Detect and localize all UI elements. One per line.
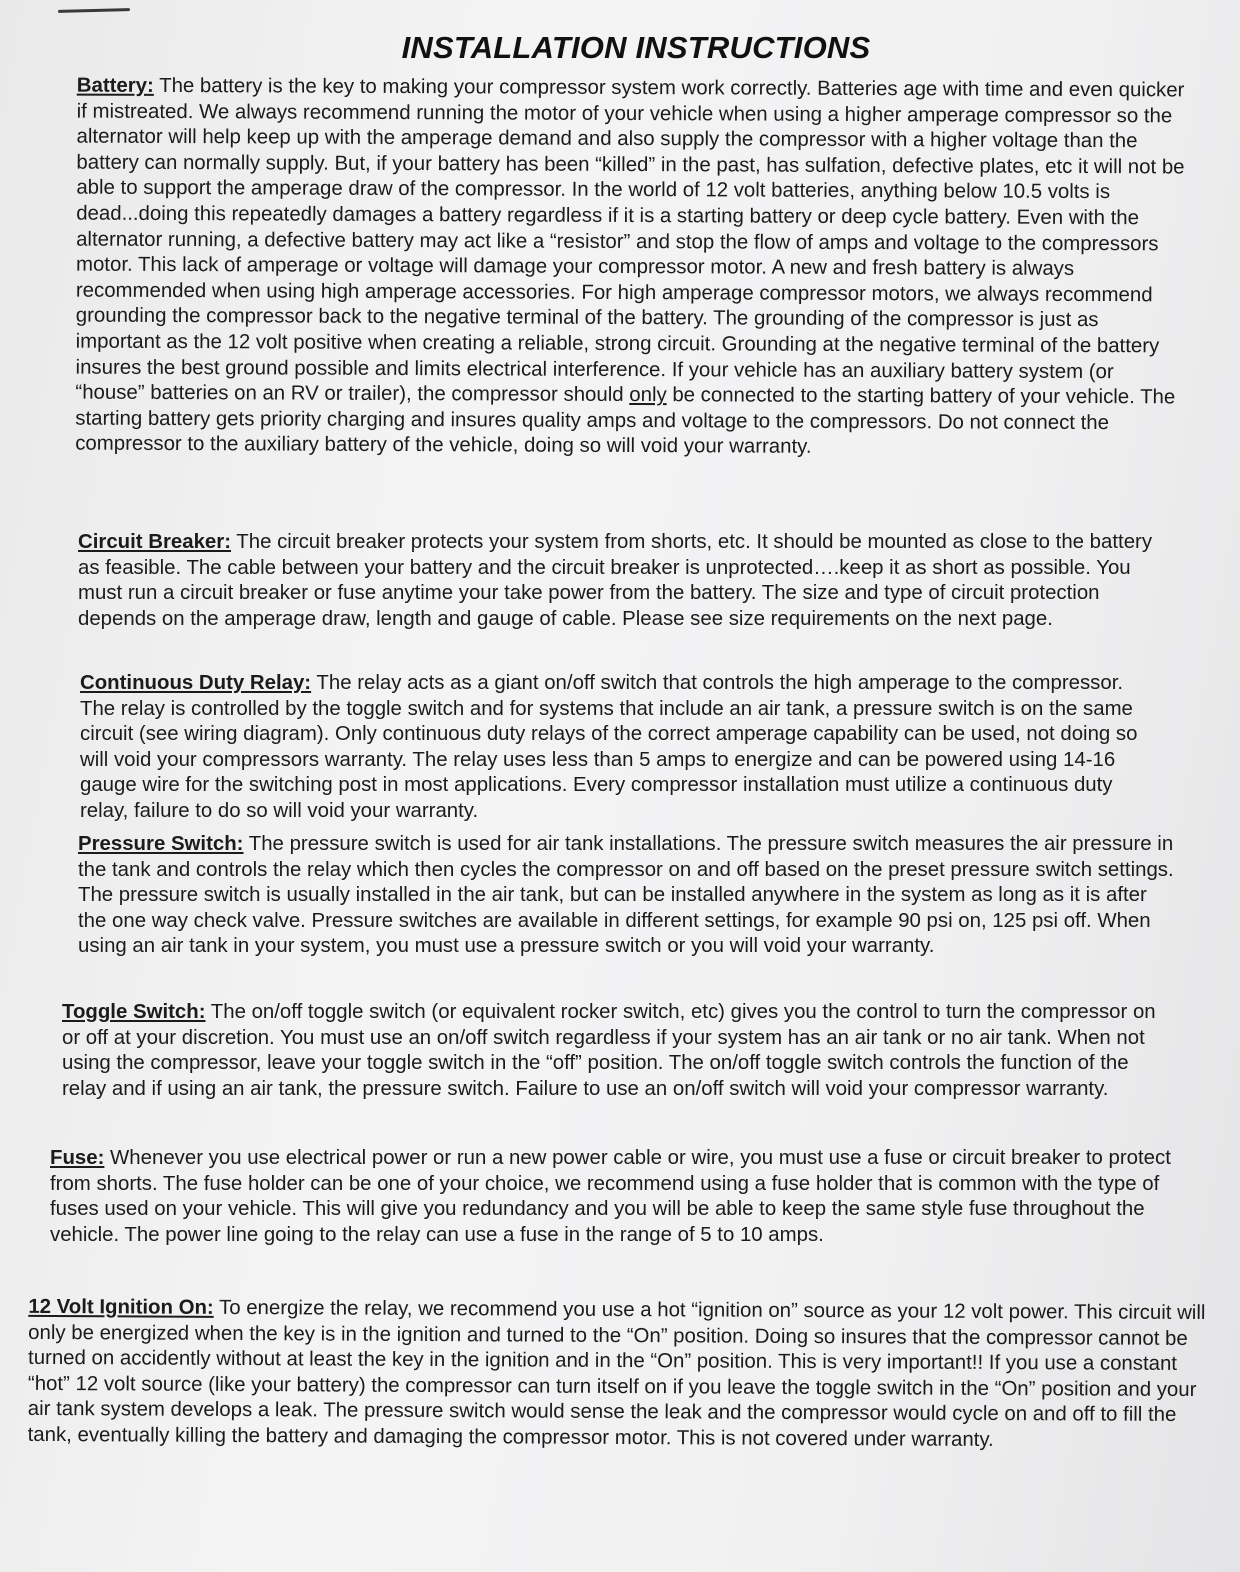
section-battery <box>75 74 1187 463</box>
section-text-battery-part2: be connected to the starting battery of your vehicle. The starting battery gets priority charging and insures quality amps and voltage to the compressors. Do not connect the compressor to the auxiliary battery of the vehicle, doing so will void your warranty. <box>75 384 1176 459</box>
section-12-volt-ignition-on <box>28 1295 1213 1455</box>
section-heading-circuit-breaker: Circuit Breaker: <box>78 531 231 553</box>
pen-mark <box>58 8 130 13</box>
section-text-circuit-breaker: The circuit breaker protects your system from shorts, etc. It should be mounted as close to the battery as feasible. The cable between your battery and the circuit breaker is unprotected….keep it as short as possible. You must run a circuit breaker or fuse anytime your take power from the battery. The size and type of circuit protection depends on the amperage draw, length and gauge of cable. Please see size requirements on the next page. <box>78 531 1153 630</box>
section-pressure-switch <box>78 832 1178 960</box>
section-text-battery-emphasis: only <box>629 384 667 407</box>
section-heading-battery: Battery: <box>76 74 154 97</box>
section-heading-fuse: Fuse: <box>50 1147 105 1169</box>
section-text-pressure-switch: The pressure switch is used for air tank installations. The pressure switch measures the air pressure in the tank and controls the relay which then cycles the compressor on and off based on the preset pressure switch settings. The pressure switch is usually installed in the air tank, but can be installed anywhere in the system as long as it is after the one way check valve. Pressure switches are available in different settings, for example 90 psi on, 125 psi off. When using an air tank in your system, you must use a pressure switch or you will void your warranty. <box>78 833 1174 958</box>
section-toggle-switch <box>62 1000 1174 1102</box>
section-continuous-duty-relay <box>80 671 1160 825</box>
section-text-12-volt-ignition-on: To energize the relay, we recommend you use a hot “ignition on” source as your 12 volt power. This circuit will only be energized when the key is in the ignition and turned to the “On” position. Doing so insures that the compressor cannot be turned on accidently without at least the key in the ignition and in the “On” position. This is very important!! If you use a constant “hot” 12 volt source (like your battery) the compressor can turn itself on if you leave the toggle switch in the “On” position and your air tank system develops a leak. The pressure switch would sense the leak and the compressor would cycle on and off to fill the tank, eventually killing the battery and damaging the compressor motor. This is not covered under warranty. <box>27 1296 1206 1451</box>
section-heading-12-volt-ignition-on: 12 Volt Ignition On: <box>28 1295 214 1319</box>
section-fuse <box>50 1146 1196 1248</box>
section-text-toggle-switch: The on/off toggle switch (or equivalent rocker switch, etc) gives you the control to turn the compressor on or off at your discretion. You must use an on/off switch regardless if your system has an air tank or no air tank. When not using the compressor, leave your toggle switch in the “off” position. The on/off toggle switch controls the function of the relay and if using an air tank, the pressure switch. Failure to use an on/off switch will void your compressor warranty. <box>62 1001 1156 1100</box>
page-title: INSTALLATION INSTRUCTIONS <box>401 30 871 65</box>
section-heading-toggle-switch: Toggle Switch: <box>62 1001 206 1023</box>
section-text-continuous-duty-relay: The relay acts as a giant on/off switch that controls the high amperage to the compressor. The relay is controlled by the toggle switch and for systems that include an air tank, a pressure switch is on the same circuit (see wiring diagram). Only continuous duty relays of the correct amperage capability can be used, not doing so will void your compressors warranty. The relay uses less than 5 amps to energize and can be powered using 14-16 gauge wire for the switching post in most applications. Every compressor installation must utilize a continuous duty relay, failure to do so will void your warranty. <box>80 672 1138 822</box>
section-text-battery-part1: The battery is the key to making your compressor system work correctly. Batteries age with time and even quicker if mistreated. We always recommend running the motor of your vehicle when using a higher amperage compressor so the alternator will help keep up with the amperage demand and also supply the compressor with a higher voltage than the battery can normally supply. But, if your battery has been “killed” in the past, has sulfation, defective plates, etc it will not be able to support the amperage draw of the compressor. In the world of 12 volt batteries, anything below 10.5 volts is dead...doing this repeatedly damages a battery regardless if it is a starting battery or deep cycle battery. Even with the alternator running, a defective battery may act like a “resistor” and stop the flow of amps and voltage to the compressors motor. This lack of amperage or voltage will damage your compressor motor. A new and fresh battery is always recommended when using high amperage accessories. For high amperage compressor motors, we always recommend grounding the compressor back to the negative terminal of the battery. The grounding of the compressor is just as important as the 12 volt positive when creating a reliable, strong circuit. Grounding at the negative terminal of the battery insures the best ground possible and limits electrical interference. If your vehicle has an auxiliary battery system (or “house” batteries on an RV or trailer), the compressor should <box>75 74 1185 407</box>
section-heading-continuous-duty-relay: Continuous Duty Relay: <box>80 672 312 694</box>
section-circuit-breaker <box>78 530 1162 632</box>
section-text-fuse: Whenever you use electrical power or run a new power cable or wire, you must use a fuse or circuit breaker to protect from shorts. The fuse holder can be one of your choice, we recommend using a fuse holder that is common with the type of fuses used on your vehicle. This will give you redundancy and you will be able to keep the same style fuse throughout the vehicle. The power line going to the relay can use a fuse in the range of 5 to 10 amps. <box>50 1147 1171 1246</box>
section-heading-pressure-switch: Pressure Switch: <box>78 833 244 855</box>
